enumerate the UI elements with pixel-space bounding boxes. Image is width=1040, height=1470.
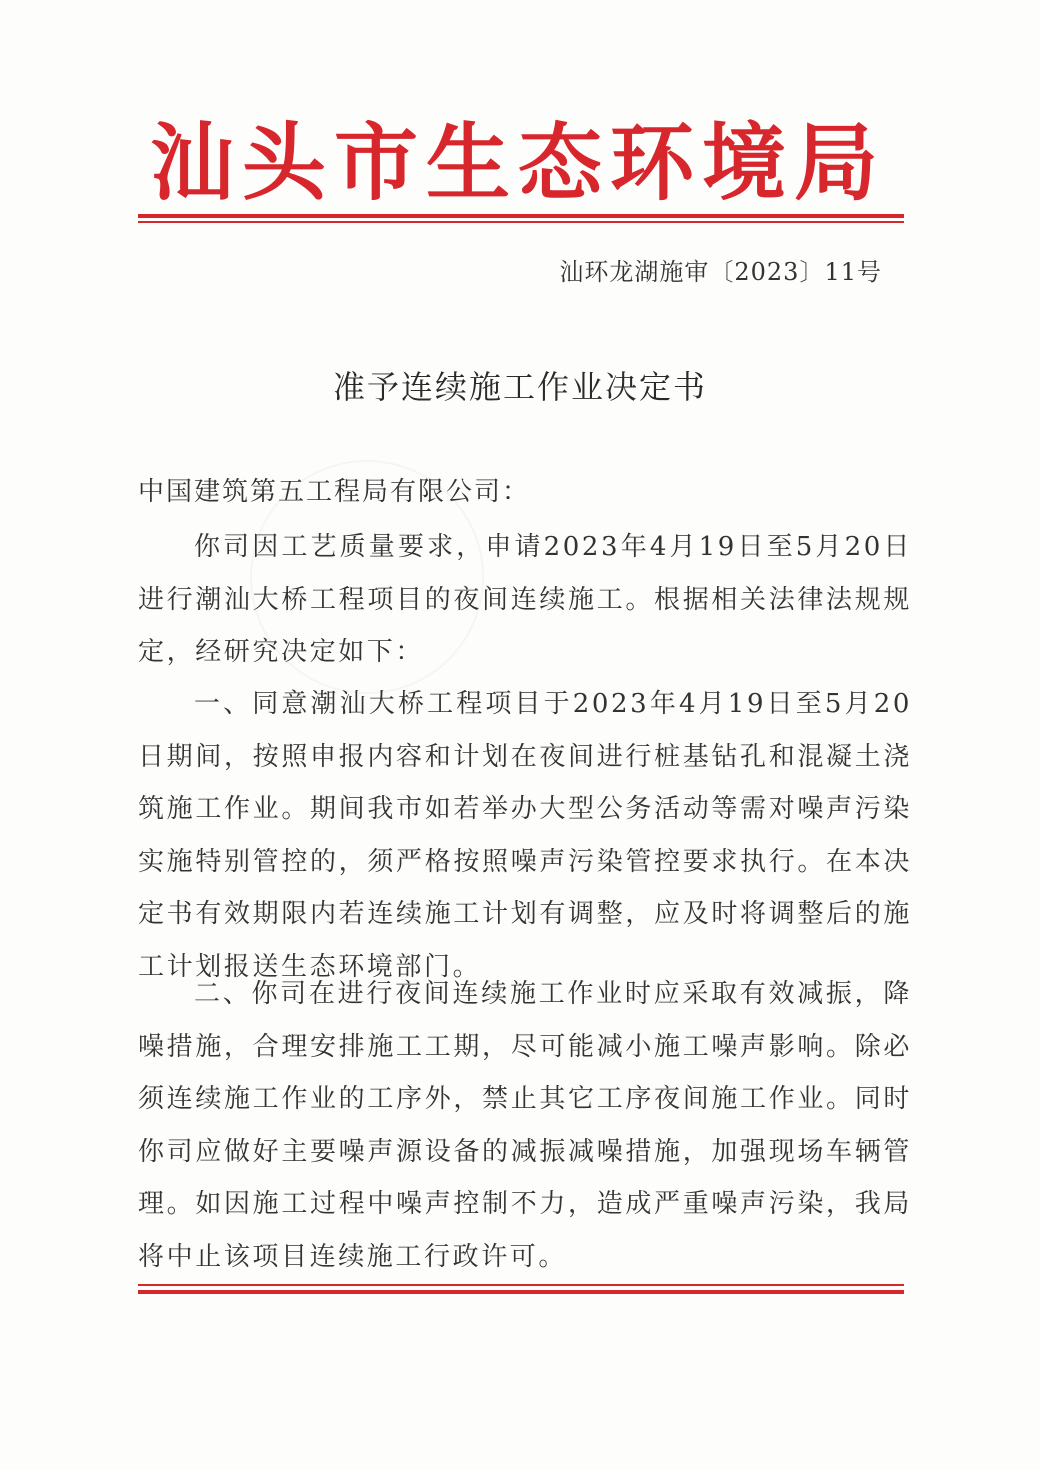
document-number: 汕环龙湖施审〔2023〕11号: [559, 258, 882, 286]
body-paragraph-intro: 你司因工艺质量要求，申请2023年4月19日至5月20日进行潮汕大桥工程项目的夜间连续施工。根据相关法律法规规定，经研究决定如下：: [138, 532, 912, 667]
body-paragraph-item-2: 二、你司在进行夜间连续施工作业时应采取有效减振，降噪措施，合理安排施工工期，尽可能减小施工噪声影响。除必须连续施工作业的工序外，禁止其它工序夜间施工作业。同时你司应做好主要噪声源设备的减振减噪措施，加强现场车辆管理。如因施工过程中噪声控制不力，造成严重噪声污染，我局将中止该项目连续施工行政许可。: [138, 979, 912, 1272]
agency-letterhead-title: 汕头市生态环境局: [150, 113, 887, 212]
document-title: 准予连续施工作业决定书: [332, 368, 707, 406]
footer-red-rule-thick: [138, 1290, 904, 1294]
footer-red-rule-thin: [138, 1284, 904, 1286]
addressee-line: 中国建筑第五工程局有限公司：: [138, 477, 531, 507]
letterhead-red-rule-thick: [138, 214, 904, 218]
body-paragraph-item-1: 一、同意潮汕大桥工程项目于2023年4月19日至5月20日期间，按照申报内容和计划在夜间进行桩基钻孔和混凝土浇筑施工作业。期间我市如若举办大型公务活动等需对噪声污染实施特别管控的，须严格按照噪声污染管控要求执行。在本决定书有效期限内若连续施工计划有调整，应及时将调整后的施工计划报送生态环境部门。: [138, 689, 912, 982]
letterhead-red-rule-thin: [138, 221, 904, 223]
